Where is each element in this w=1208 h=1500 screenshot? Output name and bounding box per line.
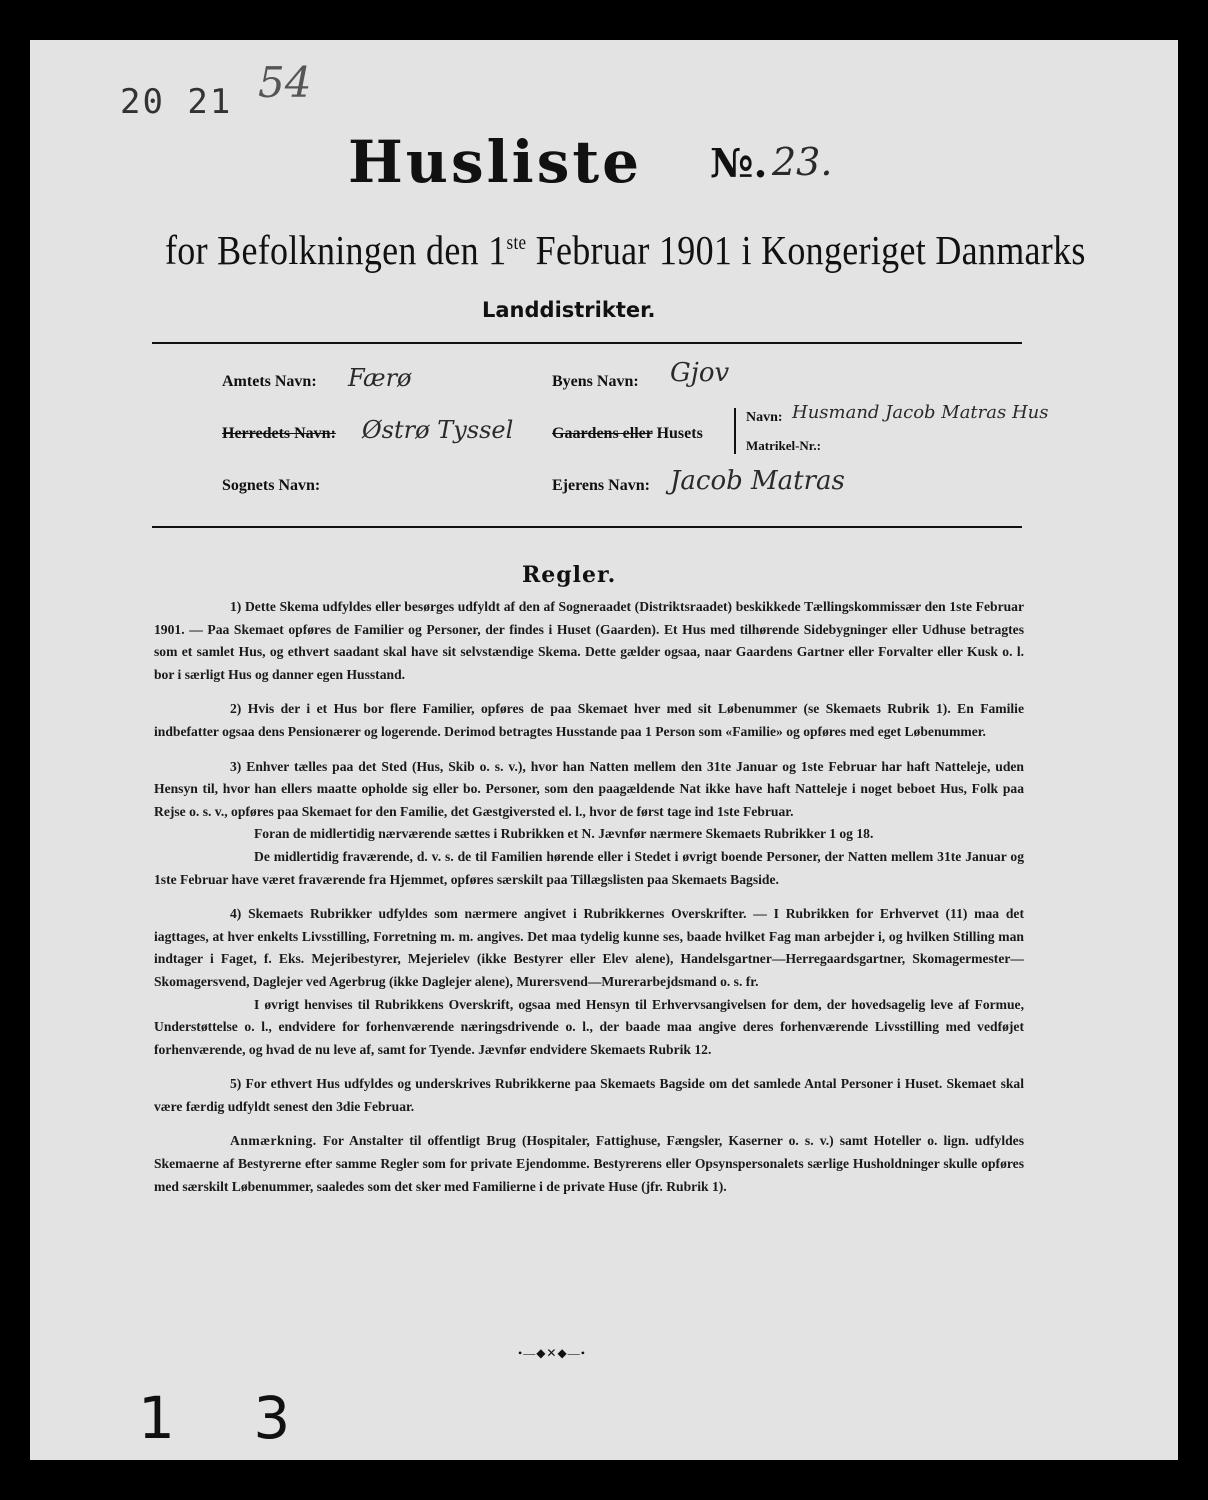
navn-label: Navn: — [746, 410, 783, 425]
by-label: Byens Navn: — [552, 373, 639, 390]
rule-1: 1) Dette Skema udfyldes eller besørges udfyldt af den af Sogneraadet (Distriktsraadet) beskikkede Tællingskommissær den 1ste Februar 1901. — Paa Skemaet opføres de Familier og Personer, der findes i Huset (Gaarden). Et Hus med tilhørende Sidebygninger eller Udhuse betragtes som et samlet Hus, og ethvert saadant skal have sit selvstændige Skema. Dette gælder ogsaa, naar Gaardens Gartner eller Forvalter eller Kusk o. l. bor i særligt Hus og danner egen Husstand. — [154, 599, 1024, 682]
rule-2: 2) Hvis der i et Hus bor flere Familier, opføres de paa Skemaet hver med sit Løbenummer (se Skemaets Rubrik 1). En Familie indbefatter ogsaa dens Pensionærer og logerende. Derimod betragtes Husstande paa 1 Person som «Familie» og opføres med eget Løbenummer. — [154, 701, 1024, 739]
subtitle-prefix: for Befolkningen den 1 — [165, 227, 507, 274]
subtitle-suffix: Februar 1901 i Kongeriget Danmarks — [526, 227, 1086, 274]
ejer-value: Jacob Matras — [670, 466, 845, 496]
rule-3b: Foran de midlertidig nærværende sættes i Rubrikken et N. Jævnfør nærmere Skemaets Rubrikker 1 og 18. — [254, 826, 874, 842]
handwritten-archive-number: 54 — [258, 58, 312, 107]
rule-3c: De midlertidig fraværende, d. v. s. de til Familien hørende eller i Stedet i øvrigt boende Personer, der Natten mellem 31te Januar og 1ste Februar have været fraværende fra Hjemmet, opføres særskilt paa Tillægslisten paa Skemaets Bagside. — [154, 848, 1024, 887]
form-number-prefix: №. — [710, 140, 768, 187]
herred-value: Østrø Tyssel — [362, 416, 514, 444]
rules-body — [154, 596, 1024, 1198]
amt-value: Færø — [348, 364, 412, 392]
matrikel-label: Matrikel-Nr.: — [746, 438, 821, 453]
ornament: •—◆✕◆—• — [518, 1346, 586, 1360]
pencil-numbers: 20 21 — [120, 82, 233, 122]
rule-3a: 3) Enhver tælles paa det Sted (Hus, Skib o. s. v.), hvor han Natten mellem den 31te Januar og 1ste Februar har haft Natteleje, uden Hensyn til, hvor han ellers maatte opholde sig eller bo. Personer, som den paagældende Nat ikke have haft Natteleje i noget beboet Hus, Folk paa Rejse o. s. v., opføres paa Skemaet for den Familie, det Gæstgiversted el. l., hvor de først tage ind 1ste Februar. — [154, 758, 1024, 819]
husets-brace — [734, 408, 744, 454]
gaard-label-struck: Gaardens eller — [552, 425, 653, 442]
note — [154, 1130, 1024, 1198]
form-title: Husliste — [348, 128, 643, 196]
amt-label: Amtets Navn: — [222, 373, 317, 390]
rule-4a: 4) Skemaets Rubrikker udfyldes som nærmere angivet i Rubrikkernes Overskrifter. — I Rubrikken for Erhvervet (11) maa det iagttages, at hver enkelts Livsstilling, Forretning m. m. angives. Det maa tydelig kunne ses, baade hvilket Fag man arbejder i, og hvilken Stilling man indtager i Faget, f. Eks. Mejeribestyrer, Mejerielev (ikke Bestyrer eller Elev alene), Handelsgartner—Herregaardsgartner, Skomagermester—Skomagersvend, Daglejer ved Agerbrug (ikke Daglejer alene), Murersvend—Murerarbejdsmand o. s. fr. — [154, 906, 1024, 989]
sogn-label: Sognets Navn: — [222, 477, 321, 494]
subtitle-sup: ste — [506, 231, 527, 254]
footer-handwritten-number: 1 3 — [138, 1384, 321, 1452]
census-form-page — [30, 40, 1178, 1460]
note-label: Anmærkning. — [230, 1133, 317, 1149]
navn-value: Husmand Jacob Matras Hus — [792, 402, 1049, 423]
herred-label-text: Herredets Navn: — [222, 425, 336, 442]
gaard-husets-label — [552, 425, 703, 443]
fields-divider — [152, 526, 1022, 528]
ejer-label: Ejerens Navn: — [552, 477, 650, 494]
husets-label: Husets — [656, 425, 703, 442]
rules-heading: Regler. — [522, 562, 617, 588]
herred-label — [222, 425, 336, 443]
rule-5: 5) For ethvert Hus udfyldes og underskrives Rubrikkerne paa Skemaets Bagside om det samlede Antal Personer i Huset. Skemaet skal være færdig udfyldt senest den 3die Februar. — [154, 1076, 1024, 1114]
district-type: Landdistrikter. — [482, 298, 656, 322]
by-value: Gjov — [670, 358, 730, 388]
note-text: For Anstalter til offentligt Brug (Hospitaler, Fattighuse, Fængsler, Kaserner o. s. v.) samt Hoteller o. lign. udfyldes Skemaerne af Bestyrerne efter samme Regler som for private Ejendomme. Bestyrerens eller Opsynspersonalets særlige Husholdninger skulle opføres med særskilt Løbenummer, saaledes som det sker med Familierne i de private Huse (jfr. Rubrik 1). — [154, 1133, 1024, 1194]
form-number-value: 23. — [772, 140, 833, 184]
rule-4b: I øvrigt henvises til Rubrikkens Overskrift, ogsaa med Hensyn til Erhvervsangivelsen for dem, der hovedsagelig leve af Formue, Understøttelse o. l., endvidere for forhenværende næringsdrivende o. l., der baade maa angive deres forhenværende Livsstilling med vedføjet forhenværende, og hvad de nu leve af, samt for Tyende. Jævnfør endvidere Skemaets Rubrik 12. — [154, 996, 1024, 1057]
form-subtitle — [165, 226, 1086, 274]
top-divider — [152, 342, 1022, 344]
